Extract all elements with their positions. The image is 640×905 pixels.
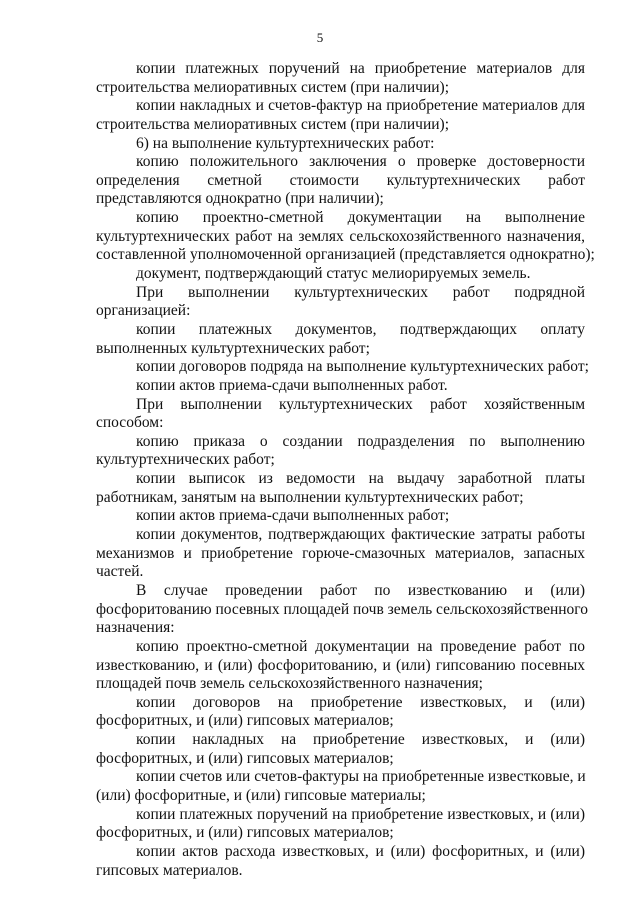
text-line: копии актов приема-сдачи выполненных работ. (136, 376, 448, 394)
text-line: 6) на выполнение культуртехнических работ: (136, 134, 435, 152)
text-line: известкованию, и (или) фосфоритованию, и (или) гипсованию посевных (96, 656, 585, 674)
text-line: определения сметной стоимости культуртехнических работ (96, 171, 585, 189)
page-number: 5 (316, 30, 324, 45)
text-line: При выполнении культуртехнических работ подрядной (136, 283, 585, 301)
text-line: фосфоритных, и (или) гипсовых материалов; (96, 712, 394, 730)
text-line: гипсовых материалов. (96, 861, 243, 879)
text-line: копии платежных поручений на приобретение материалов для (136, 60, 585, 77)
text-line: организацией: (96, 302, 191, 320)
text-line: работникам, занятым на выполнении культуртехнических работ; (96, 488, 524, 506)
text-line: копии актов расхода известковых, и (или) фосфоритных, и (или) (136, 842, 585, 860)
text-line: культуртехнических работ; (96, 451, 275, 469)
text-line: фосфоритованию посевных площадей почв земель сельскохозяйственного (96, 600, 589, 618)
text-line: культуртехнических работ на землях сельскохозяйственного назначения, (96, 227, 585, 245)
text-line: При выполнении культуртехнических работ хозяйственным (136, 395, 585, 413)
text-line: фосфоритных, и (или) гипсовых материалов; (96, 824, 394, 842)
text-line: строительства мелиоративных систем (при наличии); (96, 78, 449, 96)
text-line: копии счетов или счетов-фактуры на приобретенные известковые, и (136, 768, 586, 786)
text-line: копии договоров на приобретение известковых, и (или) (136, 693, 585, 711)
text-line: копию приказа о создании подразделения по выполнению (136, 432, 585, 450)
text-line: площадей почв земель сельскохозяйственного назначения; (96, 675, 483, 693)
text-line: копии накладных и счетов-фактур на приобретение материалов для (136, 97, 585, 115)
text-line: копии накладных на приобретение известковых, и (или) (136, 731, 585, 749)
text-line: копии выписок из ведомости на выдачу заработной платы (136, 470, 585, 488)
text-line: копии документов, подтверждающих фактические затраты работы (136, 526, 585, 544)
text-line: механизмов и приобретение горюче-смазочных материалов, запасных (96, 544, 585, 562)
text-line: документ, подтверждающий статус мелиорируемых земель. (136, 265, 531, 283)
text-line: назначения: (96, 619, 175, 637)
text-line: (или) фосфоритные, и (или) гипсовые материалы; (96, 786, 426, 804)
text-line: копии актов приема-сдачи выполненных работ; (136, 507, 450, 525)
document-body (96, 60, 595, 880)
text-line: строительства мелиоративных систем (при наличии); (96, 115, 449, 133)
text-line: копию положительного заключения о проверке достоверности (136, 153, 585, 171)
text-line: копию проектно-сметной документации на выполнение (136, 209, 585, 227)
text-line: частей. (96, 563, 144, 581)
text-line: копии договоров подряда на выполнение культуртехнических работ; (136, 358, 589, 376)
text-line: фосфоритных, и (или) гипсовых материалов; (96, 749, 394, 767)
text-line: выполненных культуртехнических работ; (96, 339, 370, 357)
text-line: представляются однократно (при наличии); (96, 190, 384, 208)
text-line: копии платежных документов, подтверждающих оплату (136, 320, 585, 338)
text-line: копию проектно-сметной документации на проведение работ по (136, 637, 585, 655)
text-line: составленной уполномоченной организацией (представляется однократно); (96, 246, 595, 264)
text-line: В случае проведении работ по известкованию и (или) (136, 581, 585, 599)
text-line: копии платежных поручений на приобретение известковых, и (или) (136, 805, 585, 823)
text-line: способом: (96, 414, 164, 432)
